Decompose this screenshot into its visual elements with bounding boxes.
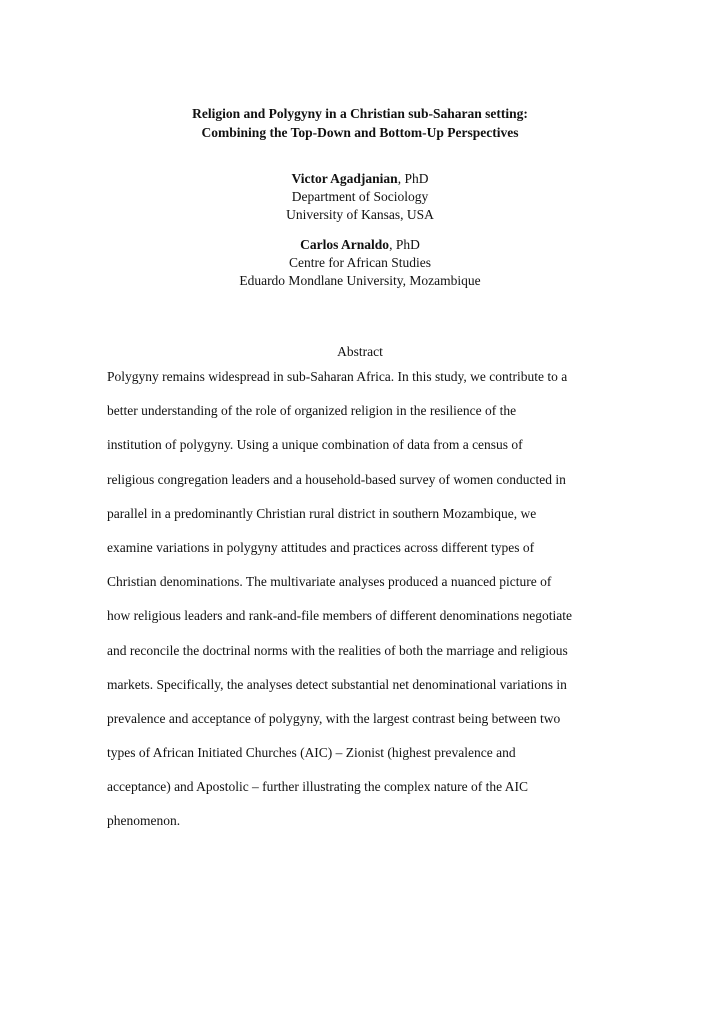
author-degree: , PhD	[397, 171, 429, 186]
abstract-line: Polygyny remains widespread in sub-Saharan Africa. In this study, we contribute to a	[107, 369, 568, 384]
title-line-1: Religion and Polygyny in a Christian sub-Saharan setting:	[192, 106, 528, 121]
abstract-line: religious congregation leaders and a household-based survey of women conducted in	[107, 471, 566, 487]
abstract-line: prevalence and acceptance of polygyny, with the largest contrast being between two	[107, 710, 561, 726]
author-block-2	[0, 236, 720, 290]
author-block-1	[0, 170, 720, 224]
author-department: Centre for African Studies	[288, 255, 432, 270]
abstract-heading: Abstract	[337, 344, 383, 359]
author-name: Carlos Arnaldo	[300, 237, 390, 252]
abstract-line: examine variations in polygyny attitudes and practices across different types of	[107, 539, 535, 555]
abstract-line: types of African Initiated Churches (AIC) – Zionist (highest prevalence and	[107, 745, 516, 761]
abstract-line: parallel in a predominantly Christian rural district in southern Mozambique, we	[107, 505, 537, 521]
abstract-line: phenomenon.	[107, 813, 181, 829]
author-degree: , PhD	[389, 237, 420, 252]
abstract-line: institution of polygyny. Using a unique combination of data from a census of	[107, 437, 523, 453]
author-name-line	[0, 170, 720, 188]
author-institution: University of Kansas, USA	[286, 207, 434, 222]
abstract-line: Christian denominations. The multivariate analyses produced a nuanced picture of	[107, 574, 552, 590]
abstract-body	[107, 368, 627, 847]
paper-title	[0, 104, 720, 142]
abstract-line: how religious leaders and rank-and-file members of different denominations negotiate	[107, 608, 572, 624]
abstract-line: markets. Specifically, the analyses detect substantial net denominational variations in	[107, 676, 567, 692]
title-line-2: Combining the Top-Down and Bottom-Up Perspectives	[201, 125, 519, 140]
abstract-line: better understanding of the role of organized religion in the resilience of the	[107, 403, 517, 419]
author-name: Victor Agadjanian	[291, 171, 398, 186]
author-institution: Eduardo Mondlane University, Mozambique	[239, 273, 481, 288]
author-name-line	[0, 236, 720, 254]
abstract-line: and reconcile the doctrinal norms with the realities of both the marriage and religious	[107, 642, 568, 658]
abstract-line: acceptance) and Apostolic – further illustrating the complex nature of the AIC	[107, 779, 528, 795]
author-department: Department of Sociology	[291, 189, 429, 204]
